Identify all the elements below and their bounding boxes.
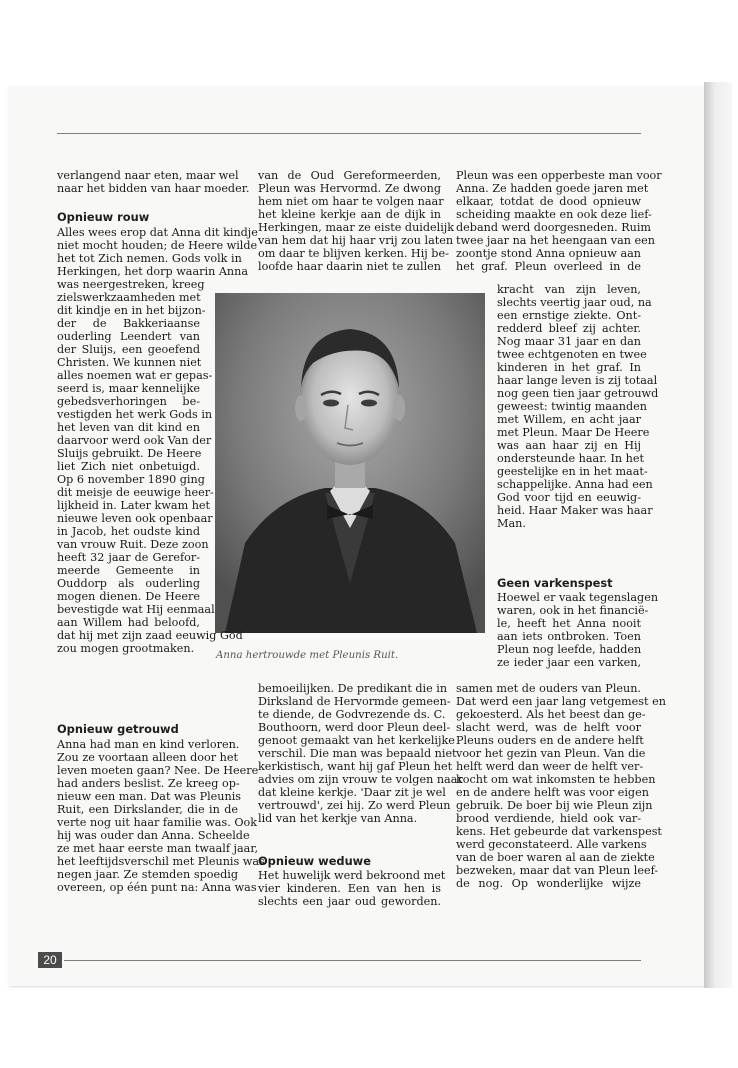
text-line: vier kinderen. Een van hen is — [258, 882, 441, 895]
text-line: Anna. Ze hadden goede jaren met — [456, 182, 649, 195]
text-line: was aan haar zij en Hij — [497, 439, 641, 452]
text-line: aan Willem had beloofd, — [57, 616, 200, 629]
text-line: het kleine kerkje aan de dijk in — [258, 208, 441, 221]
text-line: leven moeten gaan? Nee. De Heere — [57, 764, 259, 777]
text-line: Alles wees erop dat Anna dit kindje — [57, 226, 258, 239]
text-line: dit meisje de eeuwige heer- — [57, 486, 214, 499]
portrait-image — [215, 293, 485, 633]
text-line: verlangend naar eten, maar wel — [57, 169, 239, 182]
text-line: haar lange leven is zij totaal — [497, 374, 658, 387]
text-line: helft werd dan weer de helft ver- — [456, 760, 644, 773]
text-line: naar het bidden van haar moeder. — [57, 182, 250, 195]
text-line: zoontje stond Anna opnieuw aan — [456, 247, 641, 260]
text-line: bemoeilijken. De predikant die in — [258, 682, 448, 695]
text-line: daarvoor werd ook Van der — [57, 434, 212, 447]
text-line: en de andere helft was voor eigen — [456, 786, 649, 799]
text-line: hem niet om haar te volgen naar — [258, 195, 444, 208]
text-line: om daar te blijven kerken. Hij be- — [258, 247, 449, 260]
text-line: kocht om wat inkomsten te hebben — [456, 773, 656, 786]
text-line: le, heeft het Anna nooit — [497, 617, 641, 630]
text-line: met Pleun. Maar De Heere — [497, 426, 650, 439]
text-line: Nog maar 31 jaar en dan — [497, 335, 641, 348]
text-line: der de Bakkeriaanse — [57, 317, 200, 330]
text-line: nog geen tien jaar getrouwd — [497, 387, 659, 400]
text-line: van de Oud Gereformeerden, — [258, 169, 441, 182]
text-line: gebedsverhoringen be- — [57, 395, 200, 408]
text-line: seerd is, maar kennelijke — [57, 382, 200, 395]
text-line: lijkheid in. Later kwam het — [57, 499, 211, 512]
text-line: Pleun nog leefde, hadden — [497, 643, 642, 656]
text-line: van hem dat hij haar vrij zou laten — [258, 234, 454, 247]
footer-rule — [64, 960, 641, 961]
text-line: Op 6 november 1890 ging — [57, 473, 205, 486]
text-line: hij was ouder dan Anna. Scheelde — [57, 829, 250, 842]
book-spine — [704, 82, 732, 988]
text-line: ze ieder jaar een varken, — [497, 656, 641, 669]
text-line: nieuwe leven ook openbaar — [57, 512, 213, 525]
text-line: Pleun was een opperbeste man voor — [456, 169, 662, 182]
text-line: kinderen in het graf. In — [497, 361, 641, 374]
text-line: redderd bleef zij achter. — [497, 322, 641, 335]
text-line: geestelijke en in het maat- — [497, 465, 648, 478]
heading-opnieuw-getrouwd: Opnieuw getrouwd — [57, 722, 179, 736]
text-line: het tot Zich nemen. Gods volk in — [57, 252, 242, 265]
text-line: advies om zijn vrouw te volgen naar — [258, 773, 463, 786]
text-line: was neergestreken, kreeg — [57, 278, 205, 291]
heading-opnieuw-rouw: Opnieuw rouw — [57, 210, 150, 224]
text-line: Pleuns ouders en de andere helft — [456, 734, 644, 747]
heading-opnieuw-weduwe: Opnieuw weduwe — [258, 854, 371, 868]
text-line: deband werd doorgesneden. Ruim — [456, 221, 652, 234]
text-line: met Willem, en acht jaar — [497, 413, 641, 426]
text-line: loofde haar daarin niet te zullen — [258, 260, 441, 273]
text-line: verschil. Die man was bepaald niet — [258, 747, 457, 760]
text-line: te diende, de Godvrezende ds. C. — [258, 708, 446, 721]
text-line: vertrouwd', zei hij. Zo werd Pleun — [258, 799, 451, 812]
text-line: dat hij met zijn zaad eeuwig God — [57, 629, 243, 642]
text-line: slacht werd, was de helft voor — [456, 721, 641, 734]
text-line: mogen dienen. De Heere — [57, 590, 200, 603]
text-line: twee jaar na het heengaan van een — [456, 234, 656, 247]
text-line: Pleun was Hervormd. Ze dwong — [258, 182, 441, 195]
text-line: scheiding maakte en ook deze lief- — [456, 208, 652, 221]
text-line: alles noemen wat er gepas- — [57, 369, 213, 382]
text-line: aan iets ontbroken. Toen — [497, 630, 641, 643]
text-line: negen jaar. Ze stemden spoedig — [57, 868, 238, 881]
text-line: brood verdiende, hield ook var- — [456, 812, 641, 825]
text-line: ondersteunde haar. In het — [497, 452, 644, 465]
text-line: het leven van dit kind en — [57, 421, 200, 434]
text-line: zielswerkzaamheden met — [57, 291, 201, 304]
text-line: samen met de ouders van Pleun. — [456, 682, 641, 695]
text-line: een ernstige ziekte. Ont- — [497, 309, 641, 322]
text-line: God voor tijd en eeuwig- — [497, 491, 641, 504]
text-line: kens. Het gebeurde dat varkenspest — [456, 825, 662, 838]
text-line: slechts veertig jaar oud, na — [497, 296, 652, 309]
text-line: slechts een jaar oud geworden. — [258, 895, 441, 908]
page-number: 20 — [38, 952, 62, 968]
text-line: Dat werd een jaar lang vetgemest en — [456, 695, 666, 708]
text-line: heid. Haar Maker was haar — [497, 504, 653, 517]
text-line: schappelijke. Anna had een — [497, 478, 653, 491]
text-line: het leeftijdsverschil met Pleunis was — [57, 855, 265, 868]
text-line: nieuw een man. Dat was Pleunis — [57, 790, 242, 803]
heading-geen-varkenspest: Geen varkenspest — [497, 576, 613, 590]
text-line: had anders beslist. Ze kreeg op- — [57, 777, 240, 790]
text-line: Bouthoorn, werd door Pleun deel- — [258, 721, 451, 734]
text-line: Anna had man en kind verloren. — [57, 738, 240, 751]
text-line: overeen, op één punt na: Anna was — [57, 881, 257, 894]
text-line: Herkingen, het dorp waarin Anna — [57, 265, 248, 278]
text-line: Zou ze voortaan alleen door het — [57, 751, 238, 764]
text-line: in Jacob, het oudste kind — [57, 525, 200, 538]
text-line: Christen. We kunnen niet — [57, 356, 202, 369]
text-line: Ruit, een Dirkslander, die in de — [57, 803, 238, 816]
text-line: dat kleine kerkje. 'Daar zit je wel — [258, 786, 446, 799]
header-rule — [57, 133, 641, 134]
text-line: werd geconstateerd. Alle varkens — [456, 838, 647, 851]
text-line: ouderling Leendert van — [57, 330, 200, 343]
text-line: verte nog uit haar familie was. Ook — [57, 816, 258, 829]
text-line: ze met haar eerste man twaalf jaar, — [57, 842, 259, 855]
text-line: vestigden het werk Gods in — [57, 408, 213, 421]
text-line: voor het gezin van Pleun. Van die — [456, 747, 646, 760]
text-line: meerde Gemeente in — [57, 564, 200, 577]
text-line: elkaar, totdat de dood opnieuw — [456, 195, 641, 208]
text-line: der Sluijs, een geoefend — [57, 343, 200, 356]
text-line: Man. — [497, 517, 526, 530]
text-line: Dirksland de Hervormde gemeen- — [258, 695, 451, 708]
text-line: liet Zich niet onbetuigd. — [57, 460, 200, 473]
text-line: dit kindje en in het bijzon- — [57, 304, 206, 317]
photo-caption: Anna hertrouwde met Pleunis Ruit. — [216, 650, 399, 661]
text-line: geweest: twintig maanden — [497, 400, 647, 413]
text-line: kerkistisch, want hij gaf Pleun het — [258, 760, 453, 773]
text-line: bezweken, maar dat van Pleun leef- — [456, 864, 659, 877]
text-line: Sluijs gebruikt. De Heere — [57, 447, 202, 460]
text-line: twee echtgenoten en twee — [497, 348, 647, 361]
text-line: genoot gemaakt van het kerkelijke — [258, 734, 455, 747]
text-line: gebruik. De boer bij wie Pleun zijn — [456, 799, 653, 812]
text-line: zou mogen grootmaken. — [57, 642, 195, 655]
text-line: lid van het kerkje van Anna. — [258, 812, 418, 825]
text-line: Hoewel er vaak tegenslagen — [497, 591, 659, 604]
text-line: kracht van zijn leven, — [497, 283, 641, 296]
text-line: het graf. Pleun overleed in de — [456, 260, 641, 273]
text-line: gekoesterd. Als het beest dan ge- — [456, 708, 646, 721]
text-line: Ouddorp als ouderling — [57, 577, 200, 590]
text-line: Herkingen, maar ze eiste duidelijk — [258, 221, 455, 234]
text-line: heeft 32 jaar de Gerefor- — [57, 551, 200, 564]
text-line: waren, ook in het financië- — [497, 604, 649, 617]
text-line: van de boer waren al aan de ziekte — [456, 851, 655, 864]
text-line: bevestigde wat Hij eenmaal — [57, 603, 215, 616]
text-line: Het huwelijk werd bekroond met — [258, 869, 446, 882]
portrait-photo — [215, 293, 485, 633]
text-line: van vrouw Ruit. Deze zoon — [57, 538, 209, 551]
text-line: de nog. Op wonderlijke wijze — [456, 877, 641, 890]
text-line: niet mocht houden; de Heere wilde — [57, 239, 258, 252]
